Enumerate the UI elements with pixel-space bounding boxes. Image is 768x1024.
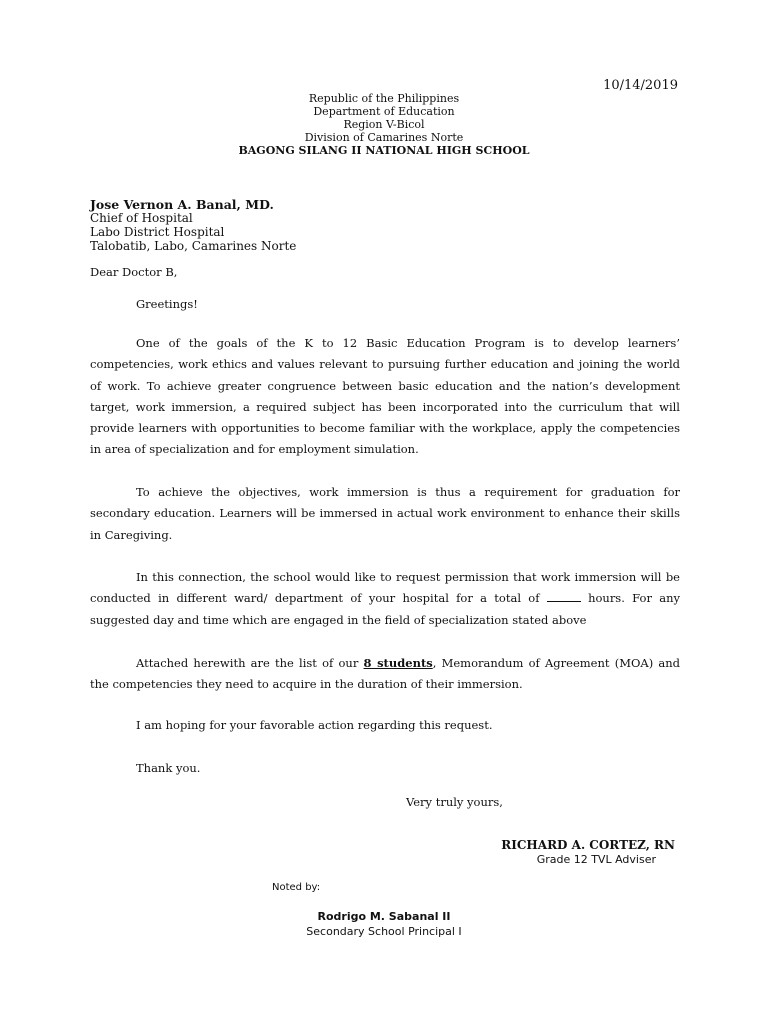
letterhead-division: Division of Camarines Norte <box>304 131 464 144</box>
paragraph-4-text-after: , Memorandum of Agreement (MOA) and the competencies they need to acquire in the duration of their immersion. <box>90 656 681 692</box>
paragraph-1-text: One of the goals of the K to 12 Basic Education Program is to develop learners’ competencies, work ethics and values relevant to pursuing further education and joining the world of work. To achieve greater congruence between basic education and the nation’s development target, work immersion, a required subject has been incorporated into the curriculum that will provide learners with opportunities to become familiar with the workplace, apply the competencies in area of specialization and for employment simulation. <box>90 336 680 457</box>
paragraph-4-text-before: Attached herewith are the list of our <box>136 656 359 670</box>
recipient-address: Talobatib, Labo, Camarines Norte <box>90 239 297 253</box>
closing-request: I am hoping for your favorable action regarding this request. <box>136 718 493 732</box>
paragraph-2 <box>90 482 680 546</box>
principal-title: Secondary School Principal I <box>306 925 462 938</box>
students-count: 8 students <box>363 656 433 670</box>
greeting: Greetings! <box>136 297 198 311</box>
recipient-name: Jose Vernon A. Banal, MD. <box>90 197 274 212</box>
hours-blank <box>547 591 581 602</box>
principal-name: Rodrigo M. Sabanal II <box>317 910 451 923</box>
salutation: Dear Doctor B, <box>90 265 178 279</box>
paragraph-3 <box>90 567 680 631</box>
paragraph-3-text-before: In this connection, the school would like to request permission that work immersion will be conducted in different ward/ department of your hospital for a total of <box>90 570 680 606</box>
recipient-organization: Labo District Hospital <box>90 225 225 239</box>
noted-by-label: Noted by: <box>272 882 321 893</box>
letter-date: 10/14/2019 <box>603 78 678 93</box>
paragraph-2-text: To achieve the objectives, work immersion is thus a requirement for graduation for secondary education. Learners will be immersed in actual work environment to enhance their skills in Caregiving. <box>90 485 680 542</box>
letterhead-country: Republic of the Philippines <box>308 92 460 105</box>
letterhead-school: BAGONG SILANG II NATIONAL HIGH SCHOOL <box>238 144 530 157</box>
paragraph-3-text-after: hours. For any suggested day and time which are engaged in the field of specialization stated above <box>90 591 680 627</box>
recipient-title: Chief of Hospital <box>90 211 193 225</box>
thank-you: Thank you. <box>136 761 201 775</box>
signatory-name: RICHARD A. CORTEZ, RN <box>501 838 675 852</box>
signatory-title: Grade 12 TVL Adviser <box>536 853 656 866</box>
valediction: Very truly yours, <box>406 795 503 809</box>
letterhead-department: Department of Education <box>313 105 455 118</box>
paragraph-1 <box>90 333 680 461</box>
letterhead-region: Region V-Bicol <box>343 118 425 131</box>
paragraph-4 <box>90 653 680 696</box>
